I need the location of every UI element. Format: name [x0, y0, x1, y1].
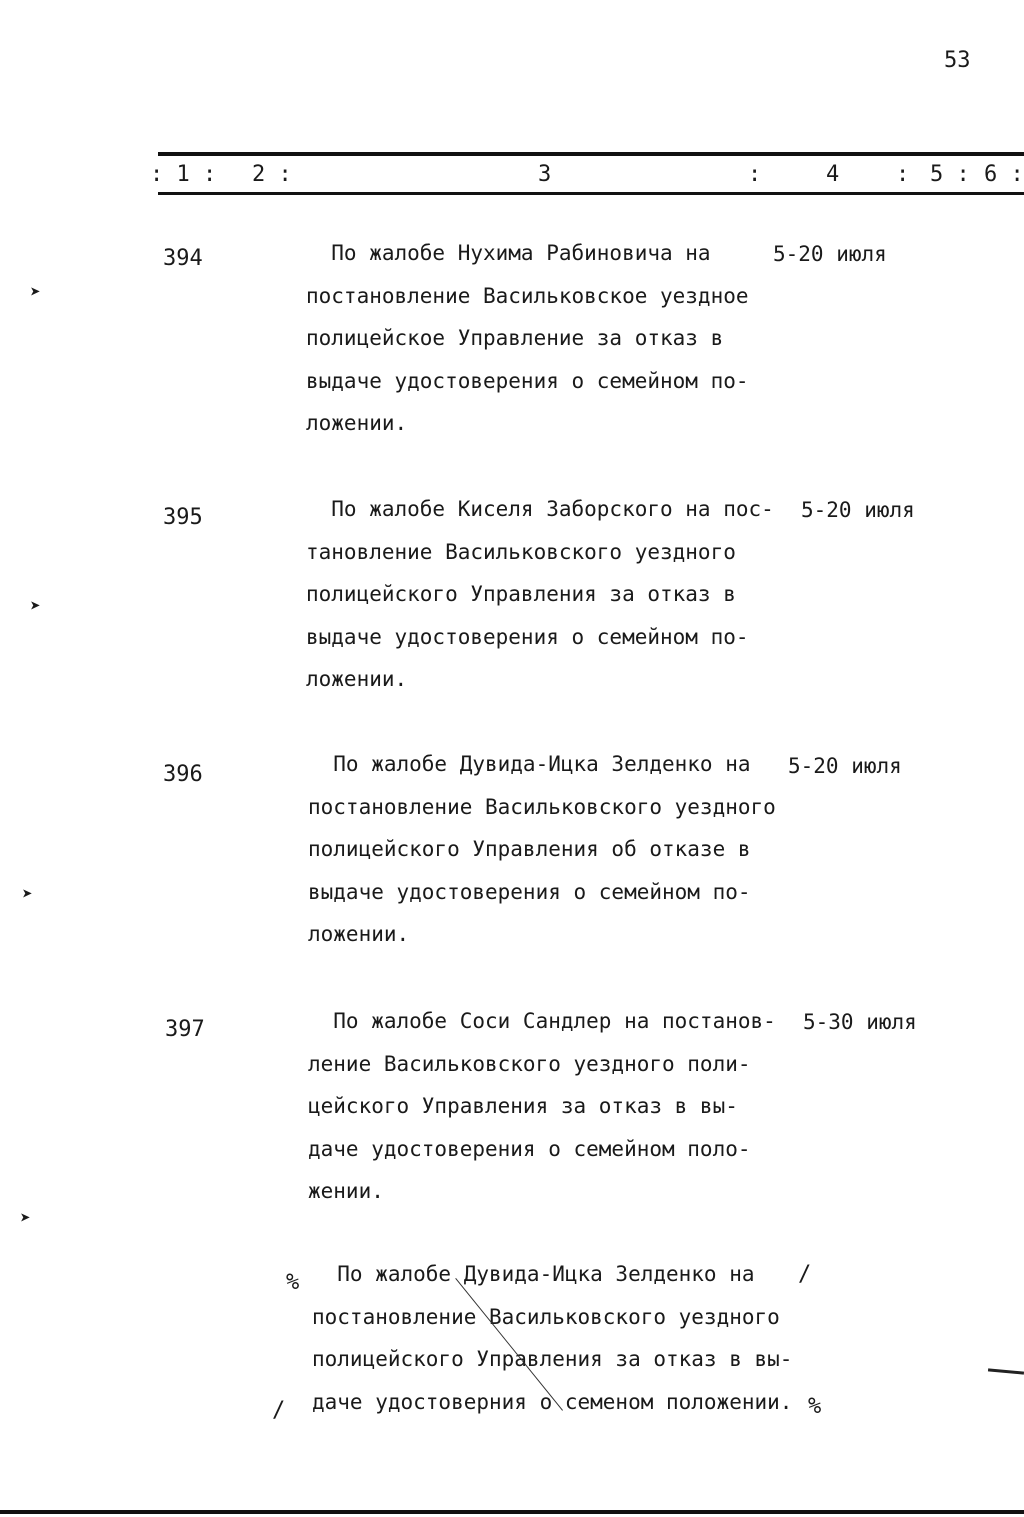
struck-entry-text: [312, 1253, 872, 1423]
entry-line: даче удостоверния о семеном положении.: [312, 1389, 793, 1414]
entry-line: По жалобе Киселя Заборского на пос-: [306, 497, 774, 521]
header-rule-bottom: [158, 192, 1024, 195]
entry-line: постановление Васильковского уездного: [308, 794, 776, 819]
margin-mark-icon: ➤: [30, 282, 41, 303]
column-header-6: 6 :: [984, 162, 1024, 187]
entry-number: 394: [163, 246, 203, 271]
column-header-2: 2 :: [252, 162, 292, 187]
handwritten-mark-start: %: [286, 1270, 300, 1295]
entry-text: [308, 1000, 828, 1213]
entry-line: ложении.: [306, 667, 408, 691]
entry-number: 396: [163, 762, 203, 787]
handwritten-slash: /: [798, 1262, 812, 1287]
handwritten-slash: /: [272, 1398, 286, 1423]
entry-line: полицейское Управление за отказ в: [306, 326, 724, 350]
entry-line: ложении.: [306, 411, 408, 435]
entry-line: постановление Васильковское уездное: [306, 283, 749, 308]
column-header-4: 4: [826, 162, 840, 187]
entry-date: 5-30 июля: [803, 1010, 917, 1034]
header-rule-top: [158, 152, 1024, 156]
entry-line: выдаче удостоверения о семейном по-: [308, 879, 751, 904]
entry-date: 5-20 июля: [773, 242, 887, 266]
entry-line: выдаче удостоверения о семейном по-: [306, 368, 749, 393]
entry-line: полицейского Управления об отказе в: [308, 837, 751, 861]
entry-line: По жалобе Дувида-Ицка Зелденко на: [312, 1262, 755, 1286]
entry-line: жении.: [308, 1179, 384, 1203]
margin-mark-icon: ➤: [22, 884, 33, 905]
entry-line: По жалобе Нухима Рабиновича на: [306, 241, 711, 265]
margin-mark-icon: ➤: [20, 1208, 31, 1229]
entry-line: ложении.: [308, 922, 410, 946]
entry-text: [308, 743, 828, 956]
column-header-5: 5 :: [930, 162, 970, 187]
column-header-sep: :: [748, 162, 762, 187]
handwritten-mark-end: %: [808, 1394, 822, 1419]
page-number: 53: [944, 48, 971, 73]
column-header-sep: :: [896, 162, 910, 187]
entry-text: [306, 488, 826, 701]
entry-line: постановление Васильковского уездного: [312, 1304, 780, 1329]
edge-mark: [988, 1368, 1024, 1374]
entry-line: По жалобе Соси Сандлер на постанов-: [308, 1009, 776, 1033]
entry-number: 395: [163, 505, 203, 530]
column-header-1: : 1 :: [150, 162, 217, 187]
entry-date: 5-20 июля: [801, 498, 915, 522]
entry-line: полицейского Управления за отказ в вы-: [312, 1347, 793, 1371]
entry-number: 397: [165, 1017, 205, 1042]
entry-line: По жалобе Дувида-Ицка Зелденко на: [308, 752, 751, 776]
entry-line: полицейского Управления за отказ в: [306, 582, 736, 606]
entry-line: выдаче удостоверения о семейном по-: [306, 624, 749, 649]
entry-line: тановление Васильковского уездного: [306, 539, 736, 564]
entry-line: цейского Управления за отказ в вы-: [308, 1094, 738, 1118]
column-header-3: 3: [538, 162, 552, 187]
entry-date: 5-20 июля: [788, 754, 902, 778]
entry-line: даче удостоверения о семейном поло-: [308, 1136, 751, 1161]
margin-mark-icon: ➤: [30, 596, 41, 617]
entry-text: [306, 232, 826, 445]
entry-line: ление Васильковского уездного поли-: [308, 1051, 751, 1076]
bottom-edge-line: [0, 1510, 1024, 1514]
